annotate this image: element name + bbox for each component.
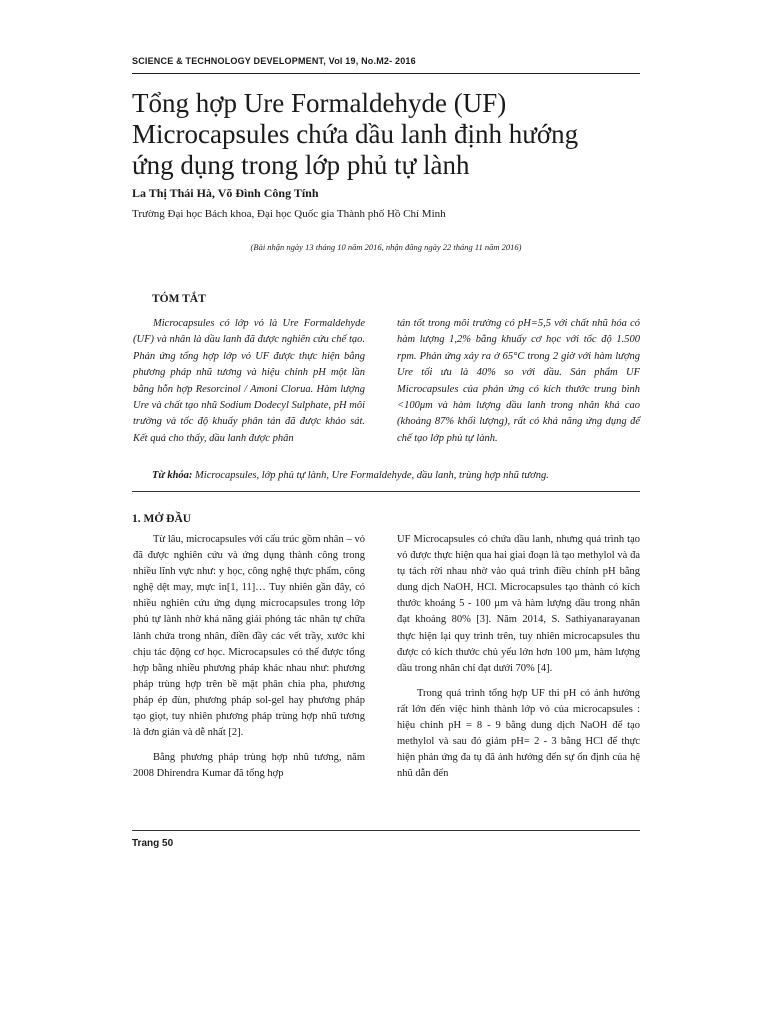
keywords [152, 470, 640, 481]
keywords-label: Từ khóa: [152, 470, 193, 481]
authors: La Thị Thái Hà, Võ Đình Công Tính [132, 186, 319, 200]
body-paragraph: Từ lâu, microcapsules với cấu trúc gồm nhân – vỏ đã được nghiên cứu và ứng dụng thành công trong nhiều lĩnh vực như: y học, công nghệ thực phẩm, công nghệ dệt may, mực in[1, 11]… Tuy nhiên gần đây, có nhiều nghiên cứu ứng dụng microcapsules trong lớp phủ tự lành nhờ khả năng giải phóng tác nhân tự chữa lành chứa trong nhân, điền đầy các vết trầy, xước khi chịu tác động cơ học. Microcapsules có thể được tổng hợp bằng nhiều phương pháp khác nhau như: phương pháp trùng hợp trên bề mặt phân chia pha, phương pháp ép đùn, phương pháp sol-gel hay phương pháp tạo giọt, tuy nhiên phương pháp trùng hợp nhũ tương là đơn giản và dễ nhất [2]. [133, 534, 365, 739]
keywords-text: Microcapsules, lớp phủ tự lành, Ure Formaldehyde, dầu lanh, trùng hợp nhũ tương. [192, 470, 549, 481]
body-paragraph: UF Microcapsules có chứa dầu lanh, nhưng quá trình tạo vỏ được thực hiện qua hai giai đoạn là tạo methylol và đa tụ tách rời nhau nhờ vào quá trình điều chỉnh pH bằng dung dịch NaOH, HCl. Microcapsules tạo thành có kích thước khoảng 5 - 100 μm và hàm lượng dầu trong nhân đạt khoảng 80% [3]. Năm 2014, S. Sathiyanarayanan thực hiện lại quy trình trên, tuy nhiên microcapsules thu được có kích thước chủ yếu lớn hơn 100 μm, hàm lượng dầu trong nhân chỉ đạt dưới 70% [4]. [397, 534, 640, 674]
paper-title [132, 88, 642, 181]
page-number: Trang 50 [132, 838, 174, 849]
body-left-column [133, 532, 365, 791]
body-paragraph: Trong quá trình tổng hợp UF thì pH có ảnh hưởng rất lớn đến việc hình thành lớp vỏ của microcapsules : hiệu chỉnh pH = 8 - 9 bằng dung dịch NaOH để tạo methylol và sau đó giảm pH= 2 - 3 bằng HCl để thực hiện phản ứng đa tụ đã ảnh hưởng đến sự ổn định của hệ nhũ dẫn đến [397, 687, 640, 780]
affiliation: Trường Đại học Bách khoa, Đại học Quốc gia Thành phố Hồ Chí Minh [132, 208, 446, 220]
abstract-heading: TÓM TẮT [152, 293, 206, 305]
abstract-rule [132, 491, 640, 492]
header-rule [132, 73, 640, 74]
title-line-2: Microcapsules chứa dầu lanh định hướng [132, 119, 579, 149]
footer-rule [132, 830, 640, 831]
body-paragraph: Bằng phương pháp trùng hợp nhũ tương, năm 2008 Dhirendra Kumar đã tổng hợp [133, 752, 365, 780]
abstract-left-column: Microcapsules có lớp vỏ là Ure Formaldehyde (UF) và nhân là dầu lanh đã được nghiên cứu chế tạo. Phản ứng tổng hợp lớp vỏ UF được thực hiện bằng phương pháp nhũ tương và hiệu chỉnh pH một lần bằng hỗn hợp Resorcinol / Amoni Clorua. Hàm lượng Ure và chất tạo nhũ Sodium Dodecyl Sulphate, pH môi trường và tốc độ khuấy phân tán đã được khảo sát. Kết quả cho thấy, dầu lanh được phân [133, 318, 365, 444]
running-head: SCIENCE & TECHNOLOGY DEVELOPMENT, Vol 19, No.M2- 2016 [132, 56, 416, 66]
abstract-right-column: tán tốt trong môi trường có pH=5,5 với chất nhũ hóa có hàm lượng 1,2% bằng khuấy cơ học với tốc độ 1.500 rpm. Phản ứng xảy ra ở 65°C trong 2 giờ với hàm lượng Ure tối ưu là 40% so với dầu. Sản phẩm UF Microcapsules của phản ứng có kích thước trung bình <100μm và hàm lượng dầu lanh trong nhân khá cao (khoảng 87% khối lượng), rất có khả năng ứng dụng để chế tạo lớp phủ tự lành. [397, 318, 640, 444]
body-right-column [397, 532, 640, 791]
title-line-1: Tổng hợp Ure Formaldehyde (UF) [132, 88, 507, 118]
received-dates: (Bài nhận ngày 13 tháng 10 năm 2016, nhận đăng ngày 22 tháng 11 năm 2016) [250, 242, 522, 252]
section-heading: 1. MỞ ĐẦU [132, 513, 192, 525]
title-line-3: ứng dụng trong lớp phủ tự lành [132, 150, 470, 180]
